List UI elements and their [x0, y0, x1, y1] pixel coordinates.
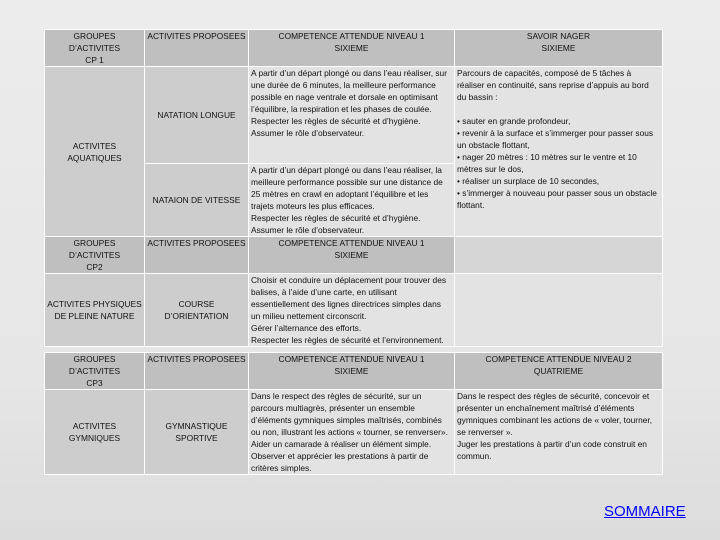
empty-header-cell — [455, 237, 663, 274]
header-competence-label: COMPETENCE ATTENDUE NIVEAU 1 — [278, 238, 425, 248]
header-activites-proposees: ACTIVITES PROPOSEES — [145, 30, 249, 67]
header-competence-n1 — [249, 30, 455, 67]
header-cp-label: CP2 — [86, 262, 103, 272]
activity-gymnastique-sportive: GYMNASTIQUE SPORTIVE — [145, 390, 249, 475]
competence-gymnastique-n1: Dans le respect des règles de sécurité, sur un parcours multiagrès, présenter un ensemble d’éléments gymniques simples maîtrisés, combinés ou non, illustrant les actions « tourner, se renverser». Aider un camarade à réaliser un élément simple. Observer et apprécier les prestations à partir de critères simples. — [249, 390, 455, 475]
header-groupes-label: GROUPES D’ACTIVITES — [68, 31, 121, 53]
header-level-label: SIXIEME — [334, 250, 369, 260]
header-level-label: SIXIEME — [334, 43, 369, 53]
activity-course-orientation: COURSE D’ORIENTATION — [145, 274, 249, 347]
header-activites-proposees: ACTIVITES PROPOSEES — [145, 353, 249, 390]
header-level-label: QUATRIEME — [533, 366, 584, 376]
savoir-nager-text: Parcours de capacités, composé de 5 tâches à réaliser en continuité, sans reprise d’appuis au bord du bassin : • sauter en grande profondeur, • revenir à la surface et s’immerger pour passer sous un obstacle flottant, • nager 20 mètres : 10 mètres sur le ventre et 10 mètres sur le dos, • réaliser un surplace de 10 secondes, • s’immerger à nouveau pour passer sous un obstacle flottant. — [455, 67, 663, 237]
competence-gymnastique-n2: Dans le respect des règles de sécurité, concevoir et présenter un enchaînement maîtrisé d’éléments gymniques combinant les actions de « voler, tourner, se renverser ». Juger les prestations à partir d’un code construit en commun. — [455, 390, 663, 475]
header-groupes-label: GROUPES D’ACTIVITES — [68, 354, 121, 376]
empty-cell — [455, 274, 663, 347]
competence-course-orientation: Choisir et conduire un déplacement pour trouver des balises, à l’aide d’une carte, en utilisant essentiellement des lignes directrices simples dans un milieu nettement circonscrit. Gérer l’alternance des efforts. Respecter les règles de sécurité et l’environnement. — [249, 274, 455, 347]
header-competence-label: COMPETENCE ATTENDUE NIVEAU 2 — [485, 354, 632, 364]
header-groupes-activites — [45, 237, 145, 274]
header-competence-n1 — [249, 353, 455, 390]
header-groupes-activites — [45, 30, 145, 67]
competence-natation-vitesse: A partir d’un départ plongé ou dans l’eau réaliser, la meilleure performance possible sur une distance de 25 mètres en crawl en adoptant l’équilibre et les trajets moteurs les plus efficaces. Respecter les règles de sécurité et d’hygiène. Assumer le rôle d’observateur. — [249, 164, 455, 237]
header-competence-n1 — [249, 237, 455, 274]
header-competence-label: COMPETENCE ATTENDUE NIVEAU 1 — [278, 31, 425, 41]
table-cp2 — [44, 236, 663, 347]
group-activites-aquatiques: ACTIVITES AQUATIQUES — [45, 67, 145, 237]
header-competence-label: COMPETENCE ATTENDUE NIVEAU 1 — [278, 354, 425, 364]
activity-natation-vitesse: NATAION DE VITESSE — [145, 164, 249, 237]
header-groupes-activites — [45, 353, 145, 390]
header-level-label: SIXIEME — [541, 43, 576, 53]
header-groupes-label: GROUPES D’ACTIVITES — [68, 238, 121, 260]
header-cp-label: CP 1 — [85, 55, 104, 65]
header-level-label: SIXIEME — [334, 366, 369, 376]
table-cp3 — [44, 352, 663, 475]
header-activites-proposees: ACTIVITES PROPOSEES — [145, 237, 249, 274]
sommaire-link[interactable]: SOMMAIRE — [604, 503, 686, 520]
header-cp-label: CP3 — [86, 378, 103, 388]
table-cp1 — [44, 29, 663, 237]
header-competence-n2 — [455, 353, 663, 390]
competence-natation-longue: A partir d’un départ plongé ou dans l’eau réaliser, sur une durée de 6 minutes, la meilleure performance possible en nage ventrale et dorsale en optimisant l’équilibre, la respiration et les phases de coulée. Respecter les règles de sécurité et d’hygiène. Assumer le rôle d’observateur. — [249, 67, 455, 164]
header-savoir-nager — [455, 30, 663, 67]
group-activites-pleine-nature: ACTIVITES PHYSIQUES DE PLEINE NATURE — [45, 274, 145, 347]
group-activites-gymniques: ACTIVITES GYMNIQUES — [45, 390, 145, 475]
header-savoir-label: SAVOIR NAGER — [526, 31, 591, 41]
activity-natation-longue: NATATION LONGUE — [145, 67, 249, 164]
